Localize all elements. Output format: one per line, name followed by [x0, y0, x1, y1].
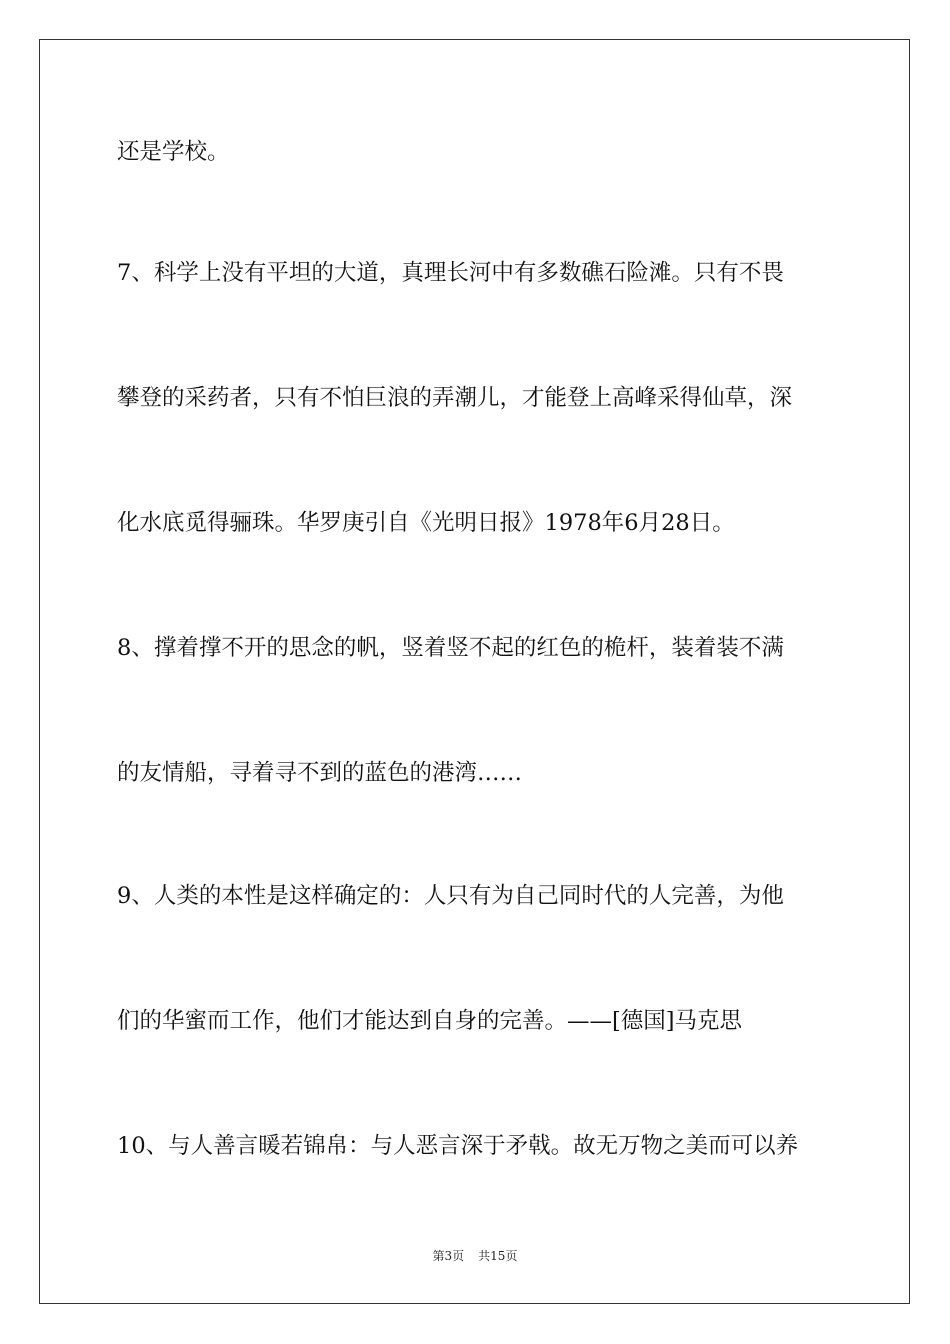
- body-text-line: 10、与人善言暖若锦帛：与人恶言深于矛戟。故无万物之美而可以养: [117, 1133, 799, 1159]
- page-total: 共15页: [478, 1249, 518, 1263]
- body-text-line: 7、科学上没有平坦的大道，真理长河中有多数礁石险滩。只有不畏: [117, 260, 784, 286]
- body-text-line: 们的华蜜而工作，他们才能达到自身的完善。——[德国]马克思: [117, 1008, 743, 1034]
- body-text-line: 还是学校。: [117, 139, 230, 165]
- body-text-line: 的友情船，寻着寻不到的蓝色的港湾……: [117, 760, 523, 786]
- page-footer: [0, 1248, 950, 1264]
- page-number: 第3页: [432, 1249, 465, 1263]
- page-border: [39, 39, 910, 1304]
- body-text-line: 9、人类的本性是这样确定的：人只有为自己同时代的人完善，为他: [117, 883, 784, 909]
- body-text-line: 化水底觅得骊珠。华罗庚引自《光明日报》1978年6月28日。: [117, 510, 735, 536]
- body-text-line: 8、撑着撑不开的思念的帆，竖着竖不起的红色的桅杆，装着装不满: [117, 635, 784, 661]
- body-text-line: 攀登的采药者，只有不怕巨浪的弄潮儿，才能登上高峰采得仙草，深: [117, 385, 793, 411]
